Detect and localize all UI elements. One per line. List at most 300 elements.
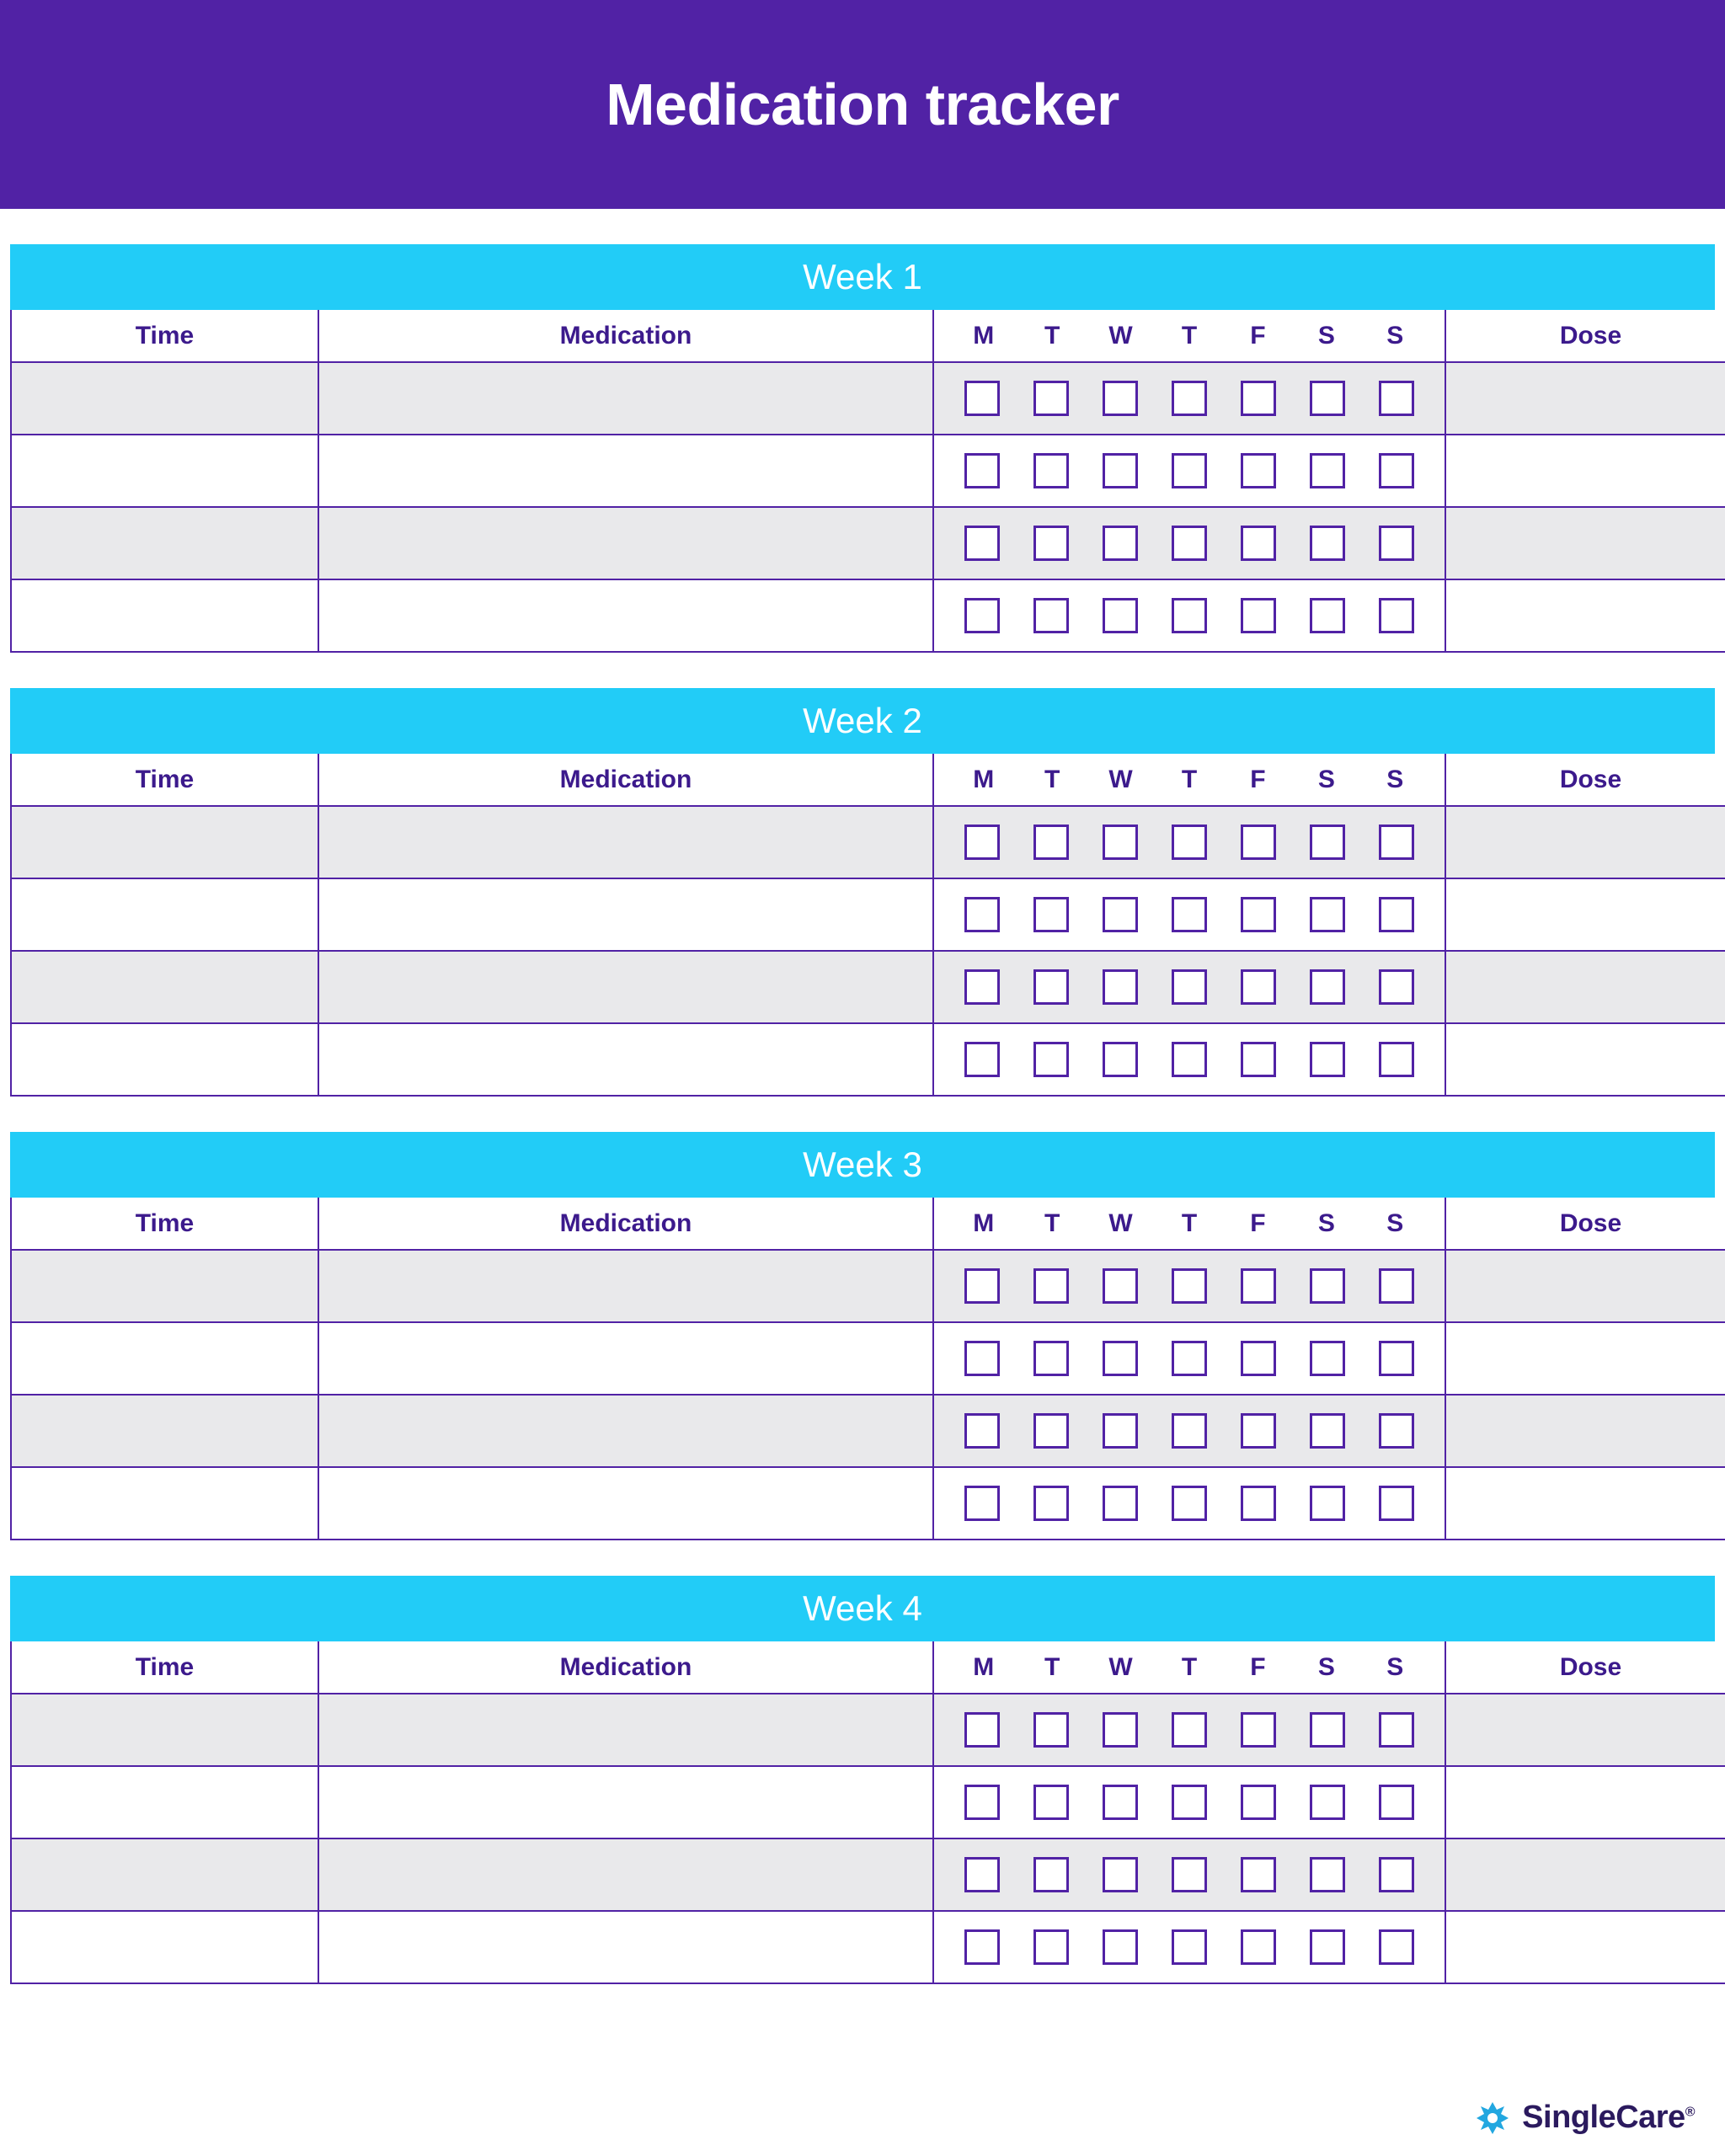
week-table bbox=[10, 310, 1725, 653]
table-row bbox=[11, 1838, 1725, 1911]
table-row bbox=[11, 878, 1725, 951]
day-checkbox[interactable] bbox=[1310, 1341, 1345, 1376]
cell-dose[interactable] bbox=[1445, 1023, 1725, 1096]
checkbox-wrapper bbox=[1086, 1341, 1155, 1376]
cell-medication[interactable] bbox=[318, 1023, 933, 1096]
checkbox-wrapper bbox=[948, 453, 1017, 488]
day-checkbox[interactable] bbox=[1172, 1857, 1207, 1892]
checkbox-wrapper bbox=[1224, 825, 1293, 860]
brand-trademark: ® bbox=[1685, 2105, 1695, 2120]
day-checkbox[interactable] bbox=[1172, 1486, 1207, 1521]
day-checkbox[interactable] bbox=[1103, 969, 1138, 1005]
checkbox-wrapper bbox=[1293, 1929, 1362, 1965]
day-checkbox[interactable] bbox=[1241, 526, 1276, 561]
day-checkbox[interactable] bbox=[1379, 1268, 1414, 1304]
day-checkbox[interactable] bbox=[1172, 1712, 1207, 1748]
day-checkbox[interactable] bbox=[1379, 1486, 1414, 1521]
checkbox-wrapper bbox=[1224, 526, 1293, 561]
day-checkbox[interactable] bbox=[1033, 1042, 1069, 1077]
day-checkbox[interactable] bbox=[1310, 1929, 1345, 1965]
checkbox-wrapper bbox=[1293, 453, 1362, 488]
day-checkbox[interactable] bbox=[1033, 1857, 1069, 1892]
cell-time[interactable] bbox=[11, 951, 318, 1023]
day-checkbox[interactable] bbox=[1103, 1413, 1138, 1449]
checkbox-wrapper bbox=[948, 969, 1017, 1005]
day-checkbox[interactable] bbox=[1379, 1413, 1414, 1449]
cell-day-checkboxes bbox=[933, 1023, 1445, 1096]
cell-dose[interactable] bbox=[1445, 362, 1725, 435]
day-checkbox[interactable] bbox=[1172, 1268, 1207, 1304]
day-checkbox[interactable] bbox=[1379, 1857, 1414, 1892]
day-checkbox[interactable] bbox=[1033, 1268, 1069, 1304]
day-initial: W bbox=[1108, 1652, 1133, 1681]
cell-dose[interactable] bbox=[1445, 1250, 1725, 1322]
cell-medication[interactable] bbox=[318, 579, 933, 652]
checkbox-wrapper bbox=[1155, 897, 1224, 932]
column-header-dose: Dose bbox=[1445, 754, 1725, 806]
day-checkbox[interactable] bbox=[1103, 825, 1138, 860]
day-checkbox[interactable] bbox=[1241, 969, 1276, 1005]
cell-medication[interactable] bbox=[318, 507, 933, 579]
checkbox-wrapper bbox=[1362, 1712, 1431, 1748]
checkbox-wrapper bbox=[1017, 1712, 1086, 1748]
day-initial: T bbox=[1181, 765, 1198, 793]
checkbox-wrapper bbox=[1086, 1712, 1155, 1748]
cell-medication[interactable] bbox=[318, 1322, 933, 1395]
day-checkbox[interactable] bbox=[964, 453, 1000, 488]
cell-time[interactable] bbox=[11, 1838, 318, 1911]
day-initial: T bbox=[1044, 1209, 1060, 1237]
day-initial: M bbox=[973, 765, 995, 793]
checkbox-wrapper bbox=[1224, 1486, 1293, 1521]
cell-time[interactable] bbox=[11, 1322, 318, 1395]
day-checkbox[interactable] bbox=[1103, 1929, 1138, 1965]
week-block bbox=[10, 244, 1715, 653]
cell-medication[interactable] bbox=[318, 1395, 933, 1467]
day-checkbox[interactable] bbox=[1172, 969, 1207, 1005]
day-checkbox[interactable] bbox=[1379, 453, 1414, 488]
checkbox-wrapper bbox=[1017, 1042, 1086, 1077]
day-checkbox[interactable] bbox=[1033, 1413, 1069, 1449]
table-row bbox=[11, 1322, 1725, 1395]
day-initial: M bbox=[973, 1652, 995, 1681]
day-checkbox[interactable] bbox=[1033, 598, 1069, 633]
week-header-bar bbox=[10, 1132, 1715, 1198]
week-block bbox=[10, 688, 1715, 1097]
column-header-time: Time bbox=[11, 1198, 318, 1250]
cell-time[interactable] bbox=[11, 878, 318, 951]
day-checkbox[interactable] bbox=[1310, 381, 1345, 416]
day-checkbox[interactable] bbox=[1103, 1268, 1138, 1304]
cell-time[interactable] bbox=[11, 1766, 318, 1838]
checkbox-wrapper bbox=[1362, 1341, 1431, 1376]
checkbox-wrapper bbox=[1224, 598, 1293, 633]
checkbox-wrapper bbox=[1224, 1341, 1293, 1376]
checkbox-wrapper bbox=[1293, 1486, 1362, 1521]
day-checkbox[interactable] bbox=[1103, 381, 1138, 416]
day-checkbox[interactable] bbox=[1033, 825, 1069, 860]
day-checkbox[interactable] bbox=[1310, 1268, 1345, 1304]
cell-time[interactable] bbox=[11, 1911, 318, 1983]
cell-day-checkboxes bbox=[933, 1250, 1445, 1322]
cell-medication[interactable] bbox=[318, 435, 933, 507]
checkbox-wrapper bbox=[1017, 1929, 1086, 1965]
day-checkbox[interactable] bbox=[1033, 381, 1069, 416]
checkbox-wrapper bbox=[1293, 969, 1362, 1005]
cell-day-checkboxes bbox=[933, 951, 1445, 1023]
day-checkbox[interactable] bbox=[1172, 1929, 1207, 1965]
day-checkbox[interactable] bbox=[1241, 1857, 1276, 1892]
day-initial: T bbox=[1044, 321, 1060, 350]
column-header-time: Time bbox=[11, 310, 318, 362]
column-header-days bbox=[933, 1198, 1445, 1250]
day-checkbox[interactable] bbox=[964, 1042, 1000, 1077]
day-checkbox[interactable] bbox=[1172, 1413, 1207, 1449]
table-row bbox=[11, 1023, 1725, 1096]
cell-dose[interactable] bbox=[1445, 1467, 1725, 1540]
day-checkbox[interactable] bbox=[1310, 453, 1345, 488]
day-initial: F bbox=[1250, 765, 1266, 793]
day-initial: S bbox=[1317, 1652, 1335, 1681]
day-checkbox[interactable] bbox=[1241, 1341, 1276, 1376]
day-checkbox[interactable] bbox=[1241, 1785, 1276, 1820]
checkbox-wrapper bbox=[1086, 453, 1155, 488]
day-initial: W bbox=[1108, 321, 1133, 350]
day-checkbox[interactable] bbox=[1310, 1785, 1345, 1820]
checkbox-wrapper bbox=[1224, 1712, 1293, 1748]
checkbox-wrapper bbox=[1293, 598, 1362, 633]
cell-medication[interactable] bbox=[318, 1838, 933, 1911]
column-header-medication: Medication bbox=[318, 310, 933, 362]
cell-dose[interactable] bbox=[1445, 1911, 1725, 1983]
checkbox-wrapper bbox=[948, 897, 1017, 932]
day-checkbox[interactable] bbox=[964, 897, 1000, 932]
cell-day-checkboxes bbox=[933, 1322, 1445, 1395]
cell-dose[interactable] bbox=[1445, 878, 1725, 951]
day-checkbox[interactable] bbox=[964, 1486, 1000, 1521]
cell-day-checkboxes bbox=[933, 1911, 1445, 1983]
cell-dose[interactable] bbox=[1445, 806, 1725, 878]
checkbox-wrapper bbox=[1293, 1341, 1362, 1376]
checkbox-wrapper bbox=[948, 1268, 1017, 1304]
day-checkbox[interactable] bbox=[1103, 453, 1138, 488]
day-checkbox[interactable] bbox=[1103, 1486, 1138, 1521]
checkbox-wrapper bbox=[1086, 969, 1155, 1005]
day-checkbox[interactable] bbox=[1310, 1042, 1345, 1077]
day-checkbox[interactable] bbox=[1241, 825, 1276, 860]
day-checkbox[interactable] bbox=[1379, 598, 1414, 633]
day-checkbox[interactable] bbox=[1310, 969, 1345, 1005]
day-checkbox[interactable] bbox=[1033, 1785, 1069, 1820]
day-initial: T bbox=[1181, 321, 1198, 350]
week-header-bar bbox=[10, 688, 1715, 754]
cell-time[interactable] bbox=[11, 1250, 318, 1322]
day-checkbox[interactable] bbox=[1241, 1268, 1276, 1304]
checkbox-wrapper bbox=[1293, 381, 1362, 416]
day-checkbox[interactable] bbox=[1379, 897, 1414, 932]
week-block bbox=[10, 1132, 1715, 1540]
cell-day-checkboxes bbox=[933, 362, 1445, 435]
day-checkbox[interactable] bbox=[1033, 1929, 1069, 1965]
day-checkbox[interactable] bbox=[1033, 1486, 1069, 1521]
column-header-days bbox=[933, 1641, 1445, 1694]
cell-medication[interactable] bbox=[318, 362, 933, 435]
cell-medication[interactable] bbox=[318, 1766, 933, 1838]
day-initial: S bbox=[1317, 321, 1335, 350]
checkbox-wrapper bbox=[1362, 1857, 1431, 1892]
day-checkbox[interactable] bbox=[1033, 969, 1069, 1005]
cell-time[interactable] bbox=[11, 579, 318, 652]
day-checkbox[interactable] bbox=[1310, 1486, 1345, 1521]
checkbox-wrapper bbox=[1086, 1785, 1155, 1820]
cell-day-checkboxes bbox=[933, 1766, 1445, 1838]
checkbox-wrapper bbox=[1086, 1413, 1155, 1449]
day-checkbox[interactable] bbox=[1172, 1785, 1207, 1820]
cell-day-checkboxes bbox=[933, 1694, 1445, 1766]
day-checkbox[interactable] bbox=[1172, 825, 1207, 860]
table-row bbox=[11, 507, 1725, 579]
day-checkbox[interactable] bbox=[1310, 1857, 1345, 1892]
checkbox-wrapper bbox=[1224, 1785, 1293, 1820]
cell-day-checkboxes bbox=[933, 1838, 1445, 1911]
day-checkbox[interactable] bbox=[964, 1929, 1000, 1965]
day-checkbox[interactable] bbox=[1379, 526, 1414, 561]
footer-brand bbox=[1475, 2100, 1695, 2136]
checkbox-wrapper bbox=[1362, 897, 1431, 932]
checkbox-wrapper bbox=[1224, 1042, 1293, 1077]
day-checkbox[interactable] bbox=[1241, 1486, 1276, 1521]
checkbox-wrapper bbox=[1155, 825, 1224, 860]
day-checkbox[interactable] bbox=[1310, 526, 1345, 561]
checkbox-wrapper bbox=[1017, 1413, 1086, 1449]
cell-day-checkboxes bbox=[933, 878, 1445, 951]
day-checkbox[interactable] bbox=[1033, 897, 1069, 932]
checkbox-wrapper bbox=[1224, 453, 1293, 488]
day-checkbox[interactable] bbox=[964, 598, 1000, 633]
week-table bbox=[10, 754, 1725, 1097]
checkbox-wrapper bbox=[1362, 969, 1431, 1005]
checkbox-wrapper bbox=[1155, 598, 1224, 633]
day-checkbox[interactable] bbox=[1172, 598, 1207, 633]
cell-dose[interactable] bbox=[1445, 1766, 1725, 1838]
checkbox-wrapper bbox=[1086, 1929, 1155, 1965]
cell-time[interactable] bbox=[11, 507, 318, 579]
cell-medication[interactable] bbox=[318, 1694, 933, 1766]
column-header-time: Time bbox=[11, 754, 318, 806]
table-row bbox=[11, 579, 1725, 652]
day-checkbox[interactable] bbox=[1172, 453, 1207, 488]
day-checkbox[interactable] bbox=[1310, 1712, 1345, 1748]
week-header-bar bbox=[10, 1576, 1715, 1641]
column-header-days bbox=[933, 754, 1445, 806]
table-row bbox=[11, 1467, 1725, 1540]
day-checkbox[interactable] bbox=[1241, 1712, 1276, 1748]
checkbox-wrapper bbox=[1155, 1929, 1224, 1965]
checkbox-wrapper bbox=[1086, 825, 1155, 860]
checkbox-wrapper bbox=[1224, 897, 1293, 932]
day-checkbox[interactable] bbox=[1033, 526, 1069, 561]
cell-time[interactable] bbox=[11, 1023, 318, 1096]
week-label: Week 4 bbox=[803, 1588, 922, 1628]
cell-dose[interactable] bbox=[1445, 1395, 1725, 1467]
day-checkbox[interactable] bbox=[1241, 453, 1276, 488]
day-checkbox[interactable] bbox=[1172, 1341, 1207, 1376]
column-header-medication: Medication bbox=[318, 754, 933, 806]
day-checkbox[interactable] bbox=[1172, 381, 1207, 416]
day-checkbox[interactable] bbox=[1103, 897, 1138, 932]
day-checkbox[interactable] bbox=[1310, 598, 1345, 633]
day-checkbox[interactable] bbox=[1172, 1042, 1207, 1077]
day-checkbox[interactable] bbox=[1033, 1341, 1069, 1376]
table-row bbox=[11, 1250, 1725, 1322]
day-checkbox[interactable] bbox=[964, 1857, 1000, 1892]
cell-time[interactable] bbox=[11, 1395, 318, 1467]
checkbox-wrapper bbox=[948, 1341, 1017, 1376]
cell-time[interactable] bbox=[11, 1694, 318, 1766]
day-checkbox[interactable] bbox=[1172, 897, 1207, 932]
day-checkbox[interactable] bbox=[964, 1341, 1000, 1376]
checkbox-wrapper bbox=[948, 1785, 1017, 1820]
checkbox-wrapper bbox=[1086, 1042, 1155, 1077]
day-checkbox[interactable] bbox=[1379, 1042, 1414, 1077]
cell-medication[interactable] bbox=[318, 1467, 933, 1540]
day-checkbox[interactable] bbox=[1379, 1929, 1414, 1965]
day-checkbox[interactable] bbox=[1310, 825, 1345, 860]
checkbox-wrapper bbox=[948, 1413, 1017, 1449]
day-initial: F bbox=[1250, 321, 1266, 350]
cell-day-checkboxes bbox=[933, 1395, 1445, 1467]
checkbox-wrapper bbox=[948, 1486, 1017, 1521]
cell-dose[interactable] bbox=[1445, 1322, 1725, 1395]
checkbox-wrapper bbox=[1017, 1268, 1086, 1304]
table-row bbox=[11, 1694, 1725, 1766]
day-checkbox[interactable] bbox=[1310, 897, 1345, 932]
day-checkbox[interactable] bbox=[964, 969, 1000, 1005]
cell-medication[interactable] bbox=[318, 1911, 933, 1983]
day-initial: F bbox=[1250, 1652, 1266, 1681]
checkbox-wrapper bbox=[1293, 1042, 1362, 1077]
table-row bbox=[11, 1911, 1725, 1983]
cell-medication[interactable] bbox=[318, 806, 933, 878]
day-checkbox[interactable] bbox=[1241, 897, 1276, 932]
cell-dose[interactable] bbox=[1445, 951, 1725, 1023]
day-initial: F bbox=[1250, 1209, 1266, 1237]
cell-dose[interactable] bbox=[1445, 507, 1725, 579]
day-checkbox[interactable] bbox=[1241, 598, 1276, 633]
checkbox-wrapper bbox=[1293, 1857, 1362, 1892]
checkbox-wrapper bbox=[1362, 1785, 1431, 1820]
weeks-container bbox=[10, 244, 1715, 1984]
cell-dose[interactable] bbox=[1445, 1694, 1725, 1766]
tracker-body bbox=[0, 244, 1725, 1984]
cell-day-checkboxes bbox=[933, 579, 1445, 652]
cell-day-checkboxes bbox=[933, 435, 1445, 507]
checkbox-wrapper bbox=[948, 1857, 1017, 1892]
cell-medication[interactable] bbox=[318, 951, 933, 1023]
checkbox-wrapper bbox=[1017, 1785, 1086, 1820]
checkbox-wrapper bbox=[1017, 825, 1086, 860]
day-checkbox[interactable] bbox=[1103, 526, 1138, 561]
day-checkbox[interactable] bbox=[1033, 453, 1069, 488]
checkbox-wrapper bbox=[1293, 526, 1362, 561]
week-table bbox=[10, 1641, 1725, 1984]
checkbox-wrapper bbox=[1155, 1042, 1224, 1077]
checkbox-wrapper bbox=[1155, 1785, 1224, 1820]
cell-medication[interactable] bbox=[318, 878, 933, 951]
day-checkbox[interactable] bbox=[1103, 1712, 1138, 1748]
week-header-bar bbox=[10, 244, 1715, 310]
day-checkbox[interactable] bbox=[1379, 969, 1414, 1005]
day-checkbox[interactable] bbox=[1379, 1785, 1414, 1820]
day-checkbox[interactable] bbox=[964, 526, 1000, 561]
day-checkbox[interactable] bbox=[1103, 598, 1138, 633]
day-initial: S bbox=[1317, 765, 1335, 793]
checkbox-wrapper bbox=[1086, 381, 1155, 416]
day-checkbox[interactable] bbox=[1241, 1929, 1276, 1965]
day-checkbox[interactable] bbox=[964, 825, 1000, 860]
checkbox-wrapper bbox=[1293, 825, 1362, 860]
cell-dose[interactable] bbox=[1445, 1838, 1725, 1911]
day-checkbox[interactable] bbox=[1172, 526, 1207, 561]
column-header-days bbox=[933, 310, 1445, 362]
day-checkbox[interactable] bbox=[964, 381, 1000, 416]
checkbox-wrapper bbox=[1086, 1486, 1155, 1521]
table-row bbox=[11, 806, 1725, 878]
day-checkbox[interactable] bbox=[1033, 1712, 1069, 1748]
brand-name bbox=[1522, 2100, 1695, 2136]
day-checkbox[interactable] bbox=[1379, 1712, 1414, 1748]
cell-medication[interactable] bbox=[318, 1250, 933, 1322]
checkbox-wrapper bbox=[1017, 1486, 1086, 1521]
cell-day-checkboxes bbox=[933, 507, 1445, 579]
day-checkbox[interactable] bbox=[1103, 1785, 1138, 1820]
day-checkbox[interactable] bbox=[1379, 825, 1414, 860]
day-checkbox[interactable] bbox=[1379, 1341, 1414, 1376]
week-label: Week 3 bbox=[803, 1145, 922, 1184]
cell-time[interactable] bbox=[11, 362, 318, 435]
cell-time[interactable] bbox=[11, 806, 318, 878]
day-checkbox[interactable] bbox=[1241, 381, 1276, 416]
day-initial: T bbox=[1044, 1652, 1060, 1681]
checkbox-wrapper bbox=[1362, 1413, 1431, 1449]
day-checkbox[interactable] bbox=[964, 1268, 1000, 1304]
week-label: Week 1 bbox=[803, 257, 922, 296]
checkbox-wrapper bbox=[1362, 381, 1431, 416]
checkbox-wrapper bbox=[1017, 453, 1086, 488]
cell-time[interactable] bbox=[11, 435, 318, 507]
day-checkbox[interactable] bbox=[964, 1413, 1000, 1449]
day-checkbox[interactable] bbox=[1103, 1857, 1138, 1892]
checkbox-wrapper bbox=[1155, 526, 1224, 561]
cell-dose[interactable] bbox=[1445, 579, 1725, 652]
cell-dose[interactable] bbox=[1445, 435, 1725, 507]
day-initial: T bbox=[1181, 1652, 1198, 1681]
checkbox-wrapper bbox=[1224, 969, 1293, 1005]
day-checkbox[interactable] bbox=[1103, 1042, 1138, 1077]
day-checkbox[interactable] bbox=[1379, 381, 1414, 416]
day-checkbox[interactable] bbox=[1241, 1413, 1276, 1449]
checkbox-wrapper bbox=[1155, 1712, 1224, 1748]
day-checkbox[interactable] bbox=[1310, 1413, 1345, 1449]
page-header-banner bbox=[0, 0, 1725, 209]
cell-day-checkboxes bbox=[933, 1467, 1445, 1540]
day-checkbox[interactable] bbox=[1103, 1341, 1138, 1376]
cell-time[interactable] bbox=[11, 1467, 318, 1540]
day-checkbox[interactable] bbox=[964, 1712, 1000, 1748]
checkbox-wrapper bbox=[1224, 1857, 1293, 1892]
day-checkbox[interactable] bbox=[964, 1785, 1000, 1820]
day-checkbox[interactable] bbox=[1241, 1042, 1276, 1077]
